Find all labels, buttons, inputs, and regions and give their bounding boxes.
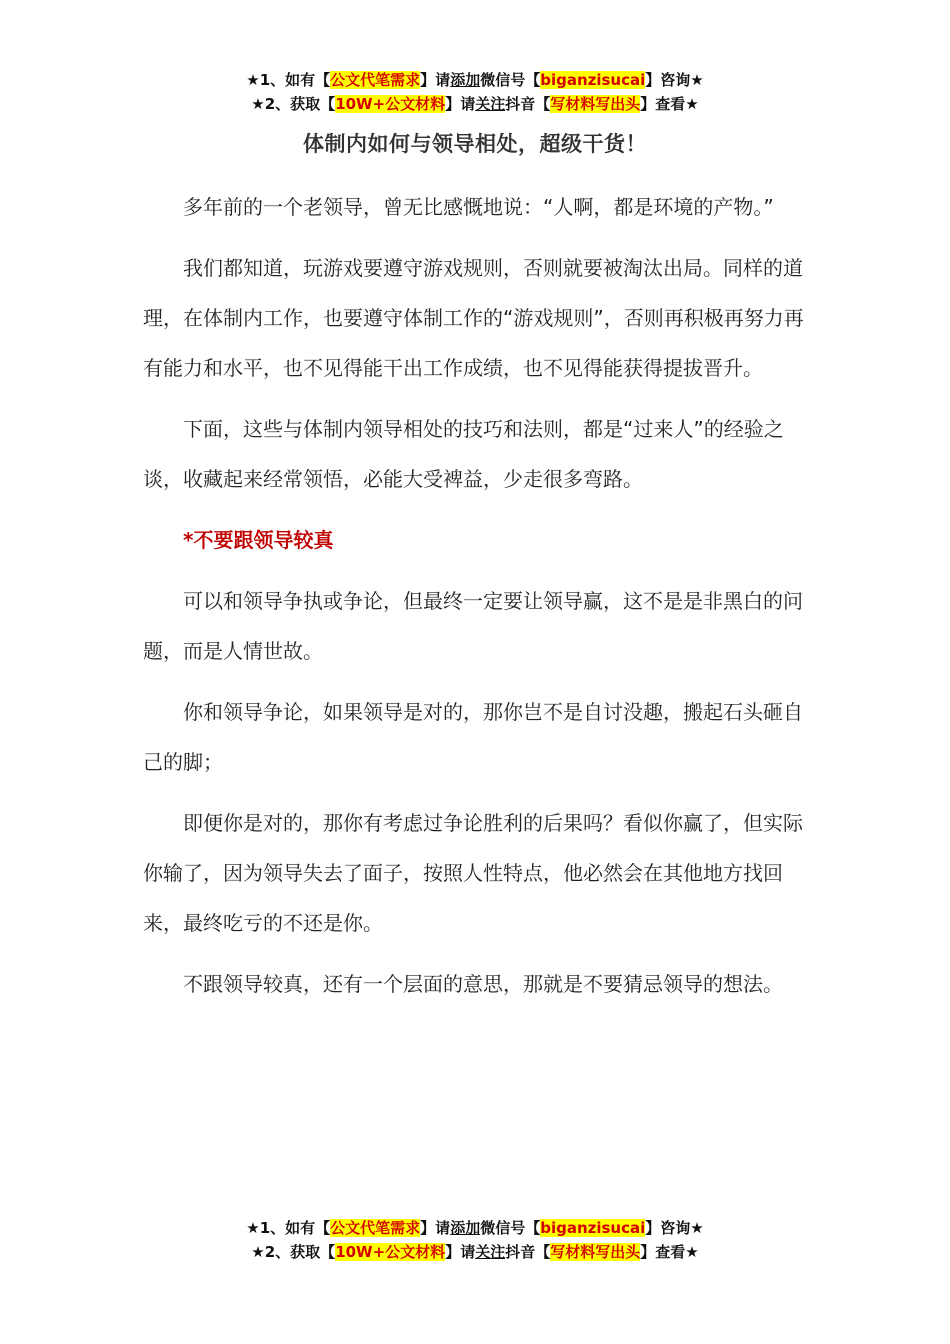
- banner-text: 】咨询★: [645, 1219, 704, 1237]
- banner-highlight: 10W+公文材料: [335, 1243, 446, 1261]
- banner-line-1: [0, 1216, 950, 1240]
- banner-highlight: 公文代笔需求: [330, 1219, 421, 1237]
- banner-line-2: [0, 1240, 950, 1264]
- banner-emphasis: 添加: [450, 71, 481, 89]
- header-banner: [0, 68, 950, 116]
- banner-highlight: biganzisucai: [540, 71, 646, 89]
- paragraph: 多年前的一个老领导，曾无比感慨地说：“人啊，都是环境的产物。”: [183, 195, 774, 219]
- banner-highlight: 写材料写出头: [550, 95, 641, 113]
- banner-emphasis: 关注: [475, 95, 506, 113]
- paragraph: 我们都知道，玩游戏要遵守游戏规则，否则就要被淘汰出局。同样的道理，在体制内工作，也要遵守体制工作的“游戏规则”，否则再积极再努力再有能力和水平，也不见得能干出工作成绩，也不见得能获得提拔晋升。: [143, 256, 804, 380]
- banner-text: 】查看★: [640, 95, 699, 113]
- paragraph: 下面，这些与体制内领导相处的技巧和法则，都是“过来人”的经验之谈，收藏起来经常领悟，必能大受裨益，少走很多弯路。: [143, 417, 784, 491]
- banner-text: 微信号【: [480, 71, 541, 89]
- banner-text: 抖音【: [505, 95, 551, 113]
- banner-highlight: 写材料写出头: [550, 1243, 641, 1261]
- banner-text: 】查看★: [640, 1243, 699, 1261]
- banner-text: 】请: [420, 1219, 451, 1237]
- banner-text: ★1、如有【: [246, 1219, 331, 1237]
- banner-text: ★1、如有【: [246, 71, 331, 89]
- banner-highlight: 公文代笔需求: [330, 71, 421, 89]
- banner-emphasis: 关注: [475, 1243, 506, 1261]
- banner-text: 】请: [420, 71, 451, 89]
- banner-highlight: biganzisucai: [540, 1219, 646, 1237]
- banner-text: 】咨询★: [645, 71, 704, 89]
- paragraph: 不跟领导较真，还有一个层面的意思，那就是不要猜忌领导的想法。: [183, 972, 783, 996]
- banner-text: 抖音【: [505, 1243, 551, 1261]
- banner-text: ★2、获取【: [251, 1243, 336, 1261]
- banner-line-1: [0, 68, 950, 92]
- banner-emphasis: 添加: [450, 1219, 481, 1237]
- paragraph: 你和领导争论，如果领导是对的，那你岂不是自讨没趣，搬起石头砸自己的脚；: [143, 700, 803, 774]
- paragraph: 可以和领导争执或争论，但最终一定要让领导赢，这不是是非黑白的问题，而是人情世故。: [143, 589, 803, 663]
- banner-line-2: [0, 92, 950, 116]
- banner-text: 】请: [445, 95, 476, 113]
- paragraph: 即便你是对的，那你有考虑过争论胜利的后果吗？看似你赢了，但实际你输了，因为领导失去了面子，按照人性特点，他必然会在其他地方找回来，最终吃亏的不还是你。: [143, 811, 803, 935]
- banner-highlight: 10W+公文材料: [335, 95, 446, 113]
- banner-text: ★2、获取【: [251, 95, 336, 113]
- banner-text: 】请: [445, 1243, 476, 1261]
- section-heading: *不要跟领导较真: [183, 528, 334, 552]
- article-body: [143, 182, 811, 1020]
- banner-text: 微信号【: [480, 1219, 541, 1237]
- page-title: 体制内如何与领导相处，超级干货！: [303, 132, 647, 156]
- footer-banner: [0, 1216, 950, 1264]
